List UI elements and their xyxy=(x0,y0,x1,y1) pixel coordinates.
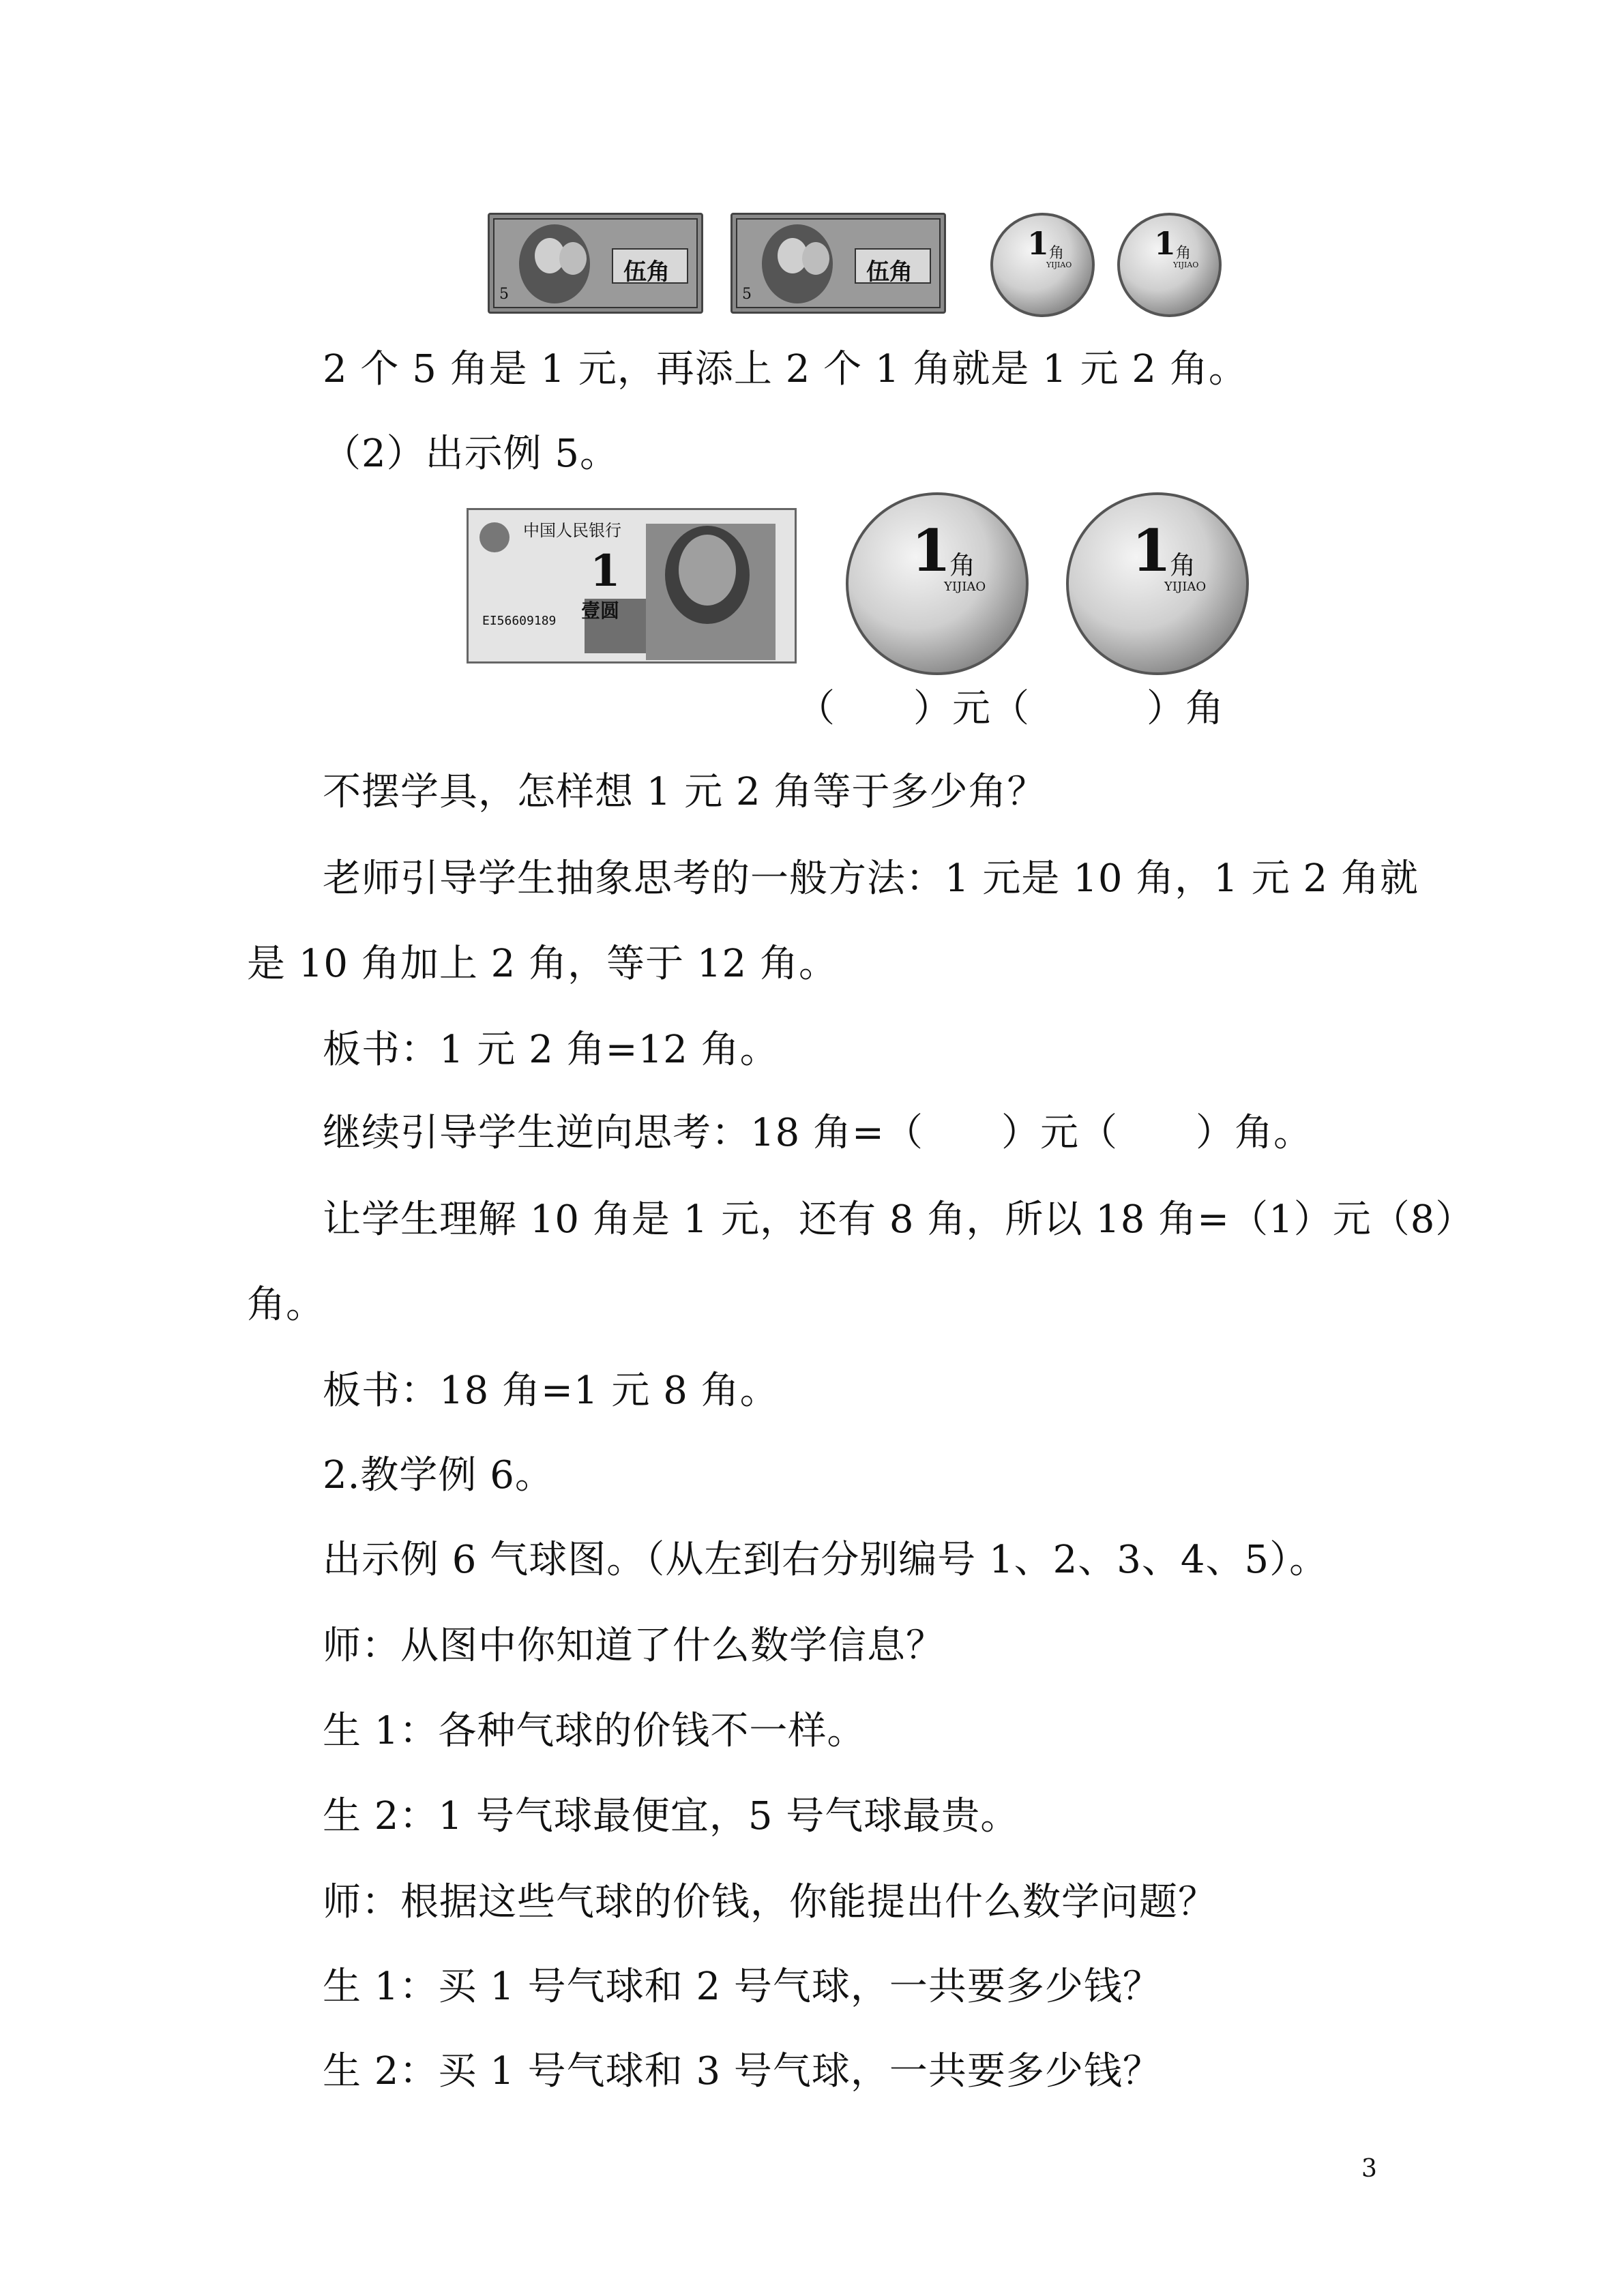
coin-unit: 角 xyxy=(1176,245,1192,262)
note-corner-value: 5 xyxy=(499,286,509,303)
coin-number: 1 xyxy=(1154,225,1177,262)
five-jiao-note-1 xyxy=(488,213,703,314)
answer-blank-line: （ ）元（ ）角 xyxy=(797,687,1224,731)
coin-pinyin: YIJIAO xyxy=(944,580,986,594)
coin-number: 1 xyxy=(1027,225,1050,262)
text-line-6: 是 10 角加上 2 角，等于 12 角。 xyxy=(247,942,838,986)
text-line-7: 板书：1 元 2 角=12 角。 xyxy=(323,1028,779,1072)
one-jiao-coin-small-2 xyxy=(1117,213,1222,317)
page-number: 3 xyxy=(1361,2155,1377,2183)
five-jiao-note-2 xyxy=(730,213,946,314)
text-line-1: 2 个 5 角是 1 元，再添上 2 个 1 角就是 1 元 2 角。 xyxy=(323,347,1247,391)
text-line-15: 生 1：各种气球的价钱不一样。 xyxy=(323,1709,866,1753)
text-line-9: 让学生理解 10 角是 1 元，还有 8 角，所以 18 角=（1）元（8） xyxy=(323,1197,1475,1242)
text-line-11: 板书：18 角=1 元 8 角。 xyxy=(323,1369,779,1413)
text-line-13: 出示例 6 气球图。（从左到右分别编号 1、2、3、4、5）。 xyxy=(323,1538,1329,1582)
text-line-5: 老师引导学生抽象思考的一般方法：1 元是 10 角，1 元 2 角就 xyxy=(323,856,1419,901)
serial-number: EI56609189 xyxy=(482,614,557,628)
coin-pinyin: YIJIAO xyxy=(1046,260,1072,269)
one-jiao-coin-large-1 xyxy=(846,492,1029,675)
coin-number: 1 xyxy=(1132,517,1172,584)
note-corner-value: 5 xyxy=(742,286,752,303)
one-jiao-coin-small-1 xyxy=(990,213,1095,317)
note-unit: 壹圆 xyxy=(581,599,620,622)
text-line-10: 角。 xyxy=(247,1283,325,1327)
note-label: 伍角 xyxy=(623,258,670,286)
one-yuan-note-art xyxy=(469,510,795,661)
text-line-18: 生 1：买 1 号气球和 2 号气球，一共要多少钱？ xyxy=(323,1965,1162,2009)
coin-pinyin: YIJIAO xyxy=(1173,260,1199,269)
text-line-8: 继续引导学生逆向思考：18 角=（ ）元（ ）角。 xyxy=(323,1111,1312,1155)
coin-pinyin: YIJIAO xyxy=(1164,580,1207,594)
text-line-2: （2）出示例 5。 xyxy=(323,432,619,476)
bank-name: 中国人民银行 xyxy=(523,521,621,540)
text-line-14: 师：从图中你知道了什么数学信息？ xyxy=(323,1624,945,1668)
text-line-12: 2.教学例 6。 xyxy=(323,1453,554,1497)
text-line-19: 生 2：买 1 号气球和 3 号气球，一共要多少钱？ xyxy=(323,2049,1162,2093)
one-yuan-note xyxy=(467,508,797,664)
coin-number: 1 xyxy=(911,517,951,584)
text-line-16: 生 2：1 号气球最便宜，5 号气球最贵。 xyxy=(323,1794,1020,1838)
note-label: 伍角 xyxy=(866,258,913,286)
coin-unit: 角 xyxy=(1049,245,1065,262)
coin-unit: 角 xyxy=(1170,550,1196,580)
text-line-4: 不摆学具，怎样想 1 元 2 角等于多少角？ xyxy=(323,770,1046,814)
note-value: 1 xyxy=(590,546,621,597)
one-jiao-coin-large-2 xyxy=(1066,492,1249,675)
text-line-17: 师：根据这些气球的价钱，你能提出什么数学问题？ xyxy=(323,1880,1217,1924)
coin-unit: 角 xyxy=(949,550,976,580)
